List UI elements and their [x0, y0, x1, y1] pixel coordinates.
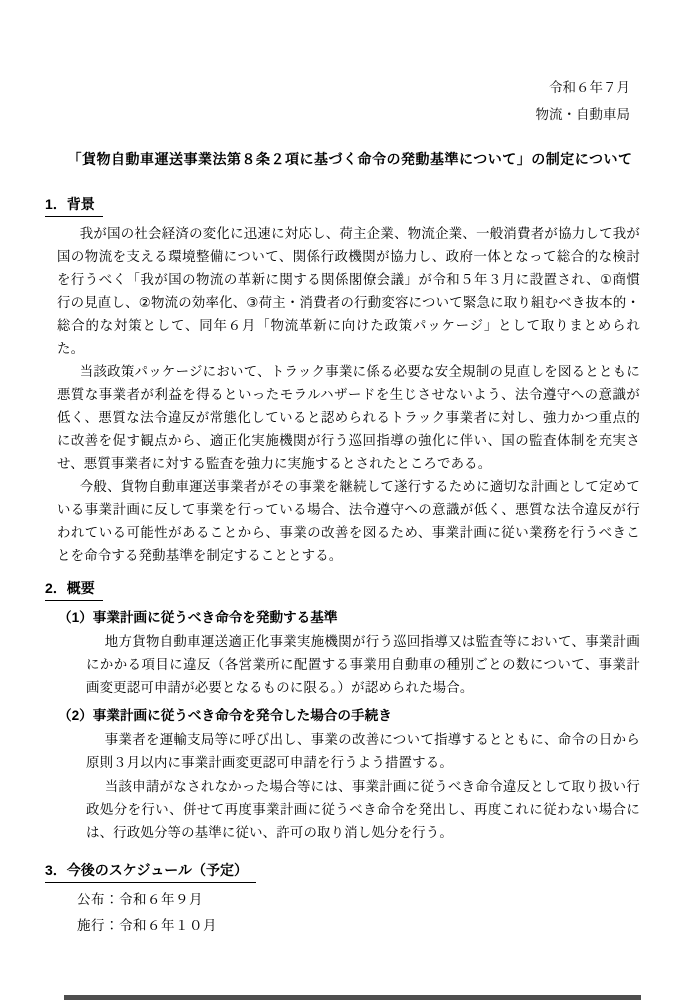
page-bottom-edge [64, 995, 641, 1000]
schedule-publication-line: 公布：令和６年９月 [77, 892, 203, 907]
overview-item2-paragraph-2: 当該申請がなされなかった場合等には、事業計画に従うべき命令違反として取り扱い行政処分を行い、併せて再度事業計画に従うべき命令を発出し、再度これに従わない場合には、行政処分等の基準に従い、許可の取り消し処分を行う。 [86, 779, 640, 840]
document-header [0, 0, 700, 128]
overview-item2-heading: （2）事業計画に従うべき命令を発令した場合の手続き [58, 708, 392, 723]
background-paragraph-1: 我が国の社会経済の変化に迅速に対応し、荷主企業、物流企業、一般消費者が協力して我が国の物流を支える環境整備について、関係行政機関が協力し、政府一体となって総合的な検討を行うべく「我が国の物流の革新に関する関係閣僚会議」が令和５年３月に設置され、①商慣行の見直し、②物流の効率化、③荷主・消費者の行動変容について緊急に取り組むべき抜本的・総合的な対策として、同年６月「物流革新に向けた政策パッケージ」として取りまとめられた。 [57, 226, 640, 356]
schedule-enforcement-line: 施行：令和６年１０月 [77, 917, 217, 933]
section-overview [0, 578, 700, 844]
overview-item2-paragraph-1: 事業者を運輸支局等に呼び出し、事業の改善について指導するとともに、命令の日から原則３月以内に事業計画変更認可申請を行うよう措置する。 [86, 732, 640, 770]
header-org: 物流・自動車局 [535, 107, 630, 122]
background-paragraph-3: 今般、貨物自動車運送事業者がその事業を継続して遂行するために適切な計画として定めている事業計画に反して事業を行っている場合、法令遵守への意識が低く、悪質な法令違反が行われている可能性があることから、事業の改善を図るため、事業計画に従い業務を行うべきことを命令する発動基準を制定することとする。 [57, 479, 640, 563]
overview-item1-body: 地方貨物自動車運送適正化事業実施機関が行う巡回指導又は監査等において、事業計画にかかる項目に違反（各営業所に配置する事業用自動車の種別ごとの数について、事業計画変更認可申請が必要となるものに限る。）が認められた場合。 [86, 634, 640, 695]
overview-item1-heading: （1）事業計画に従うべき命令を発動する基準 [58, 610, 338, 625]
section-schedule-heading: 3．今後のスケジュール（予定） [45, 860, 700, 883]
section-background [0, 194, 700, 567]
header-date: 令和６年７月 [549, 80, 630, 95]
section-overview-heading: 2．概要 [45, 578, 700, 601]
background-paragraph-2: 当該政策パッケージにおいて、トラック事業に係る必要な安全規制の見直しを図るとともに悪質な事業者が利益を得るといったモラルハザードを生じさせないよう、法令遵守への意識が低く、悪質な法令違反が常態化していると認められるトラック事業者に対し、強力かつ重点的に改善を促す観点から、適正化実施機関が行う巡回指導の強化に伴い、国の監査体制を充実させ、悪質事業者に対する監査を強力に実施するとされたところである。 [57, 364, 640, 471]
section-background-heading: 1．背景 [45, 194, 700, 217]
document-title: 「貨物自動車運送事業法第８条２項に基づく命令の発動基準について」の制定について [67, 151, 633, 167]
section-schedule [0, 860, 700, 938]
